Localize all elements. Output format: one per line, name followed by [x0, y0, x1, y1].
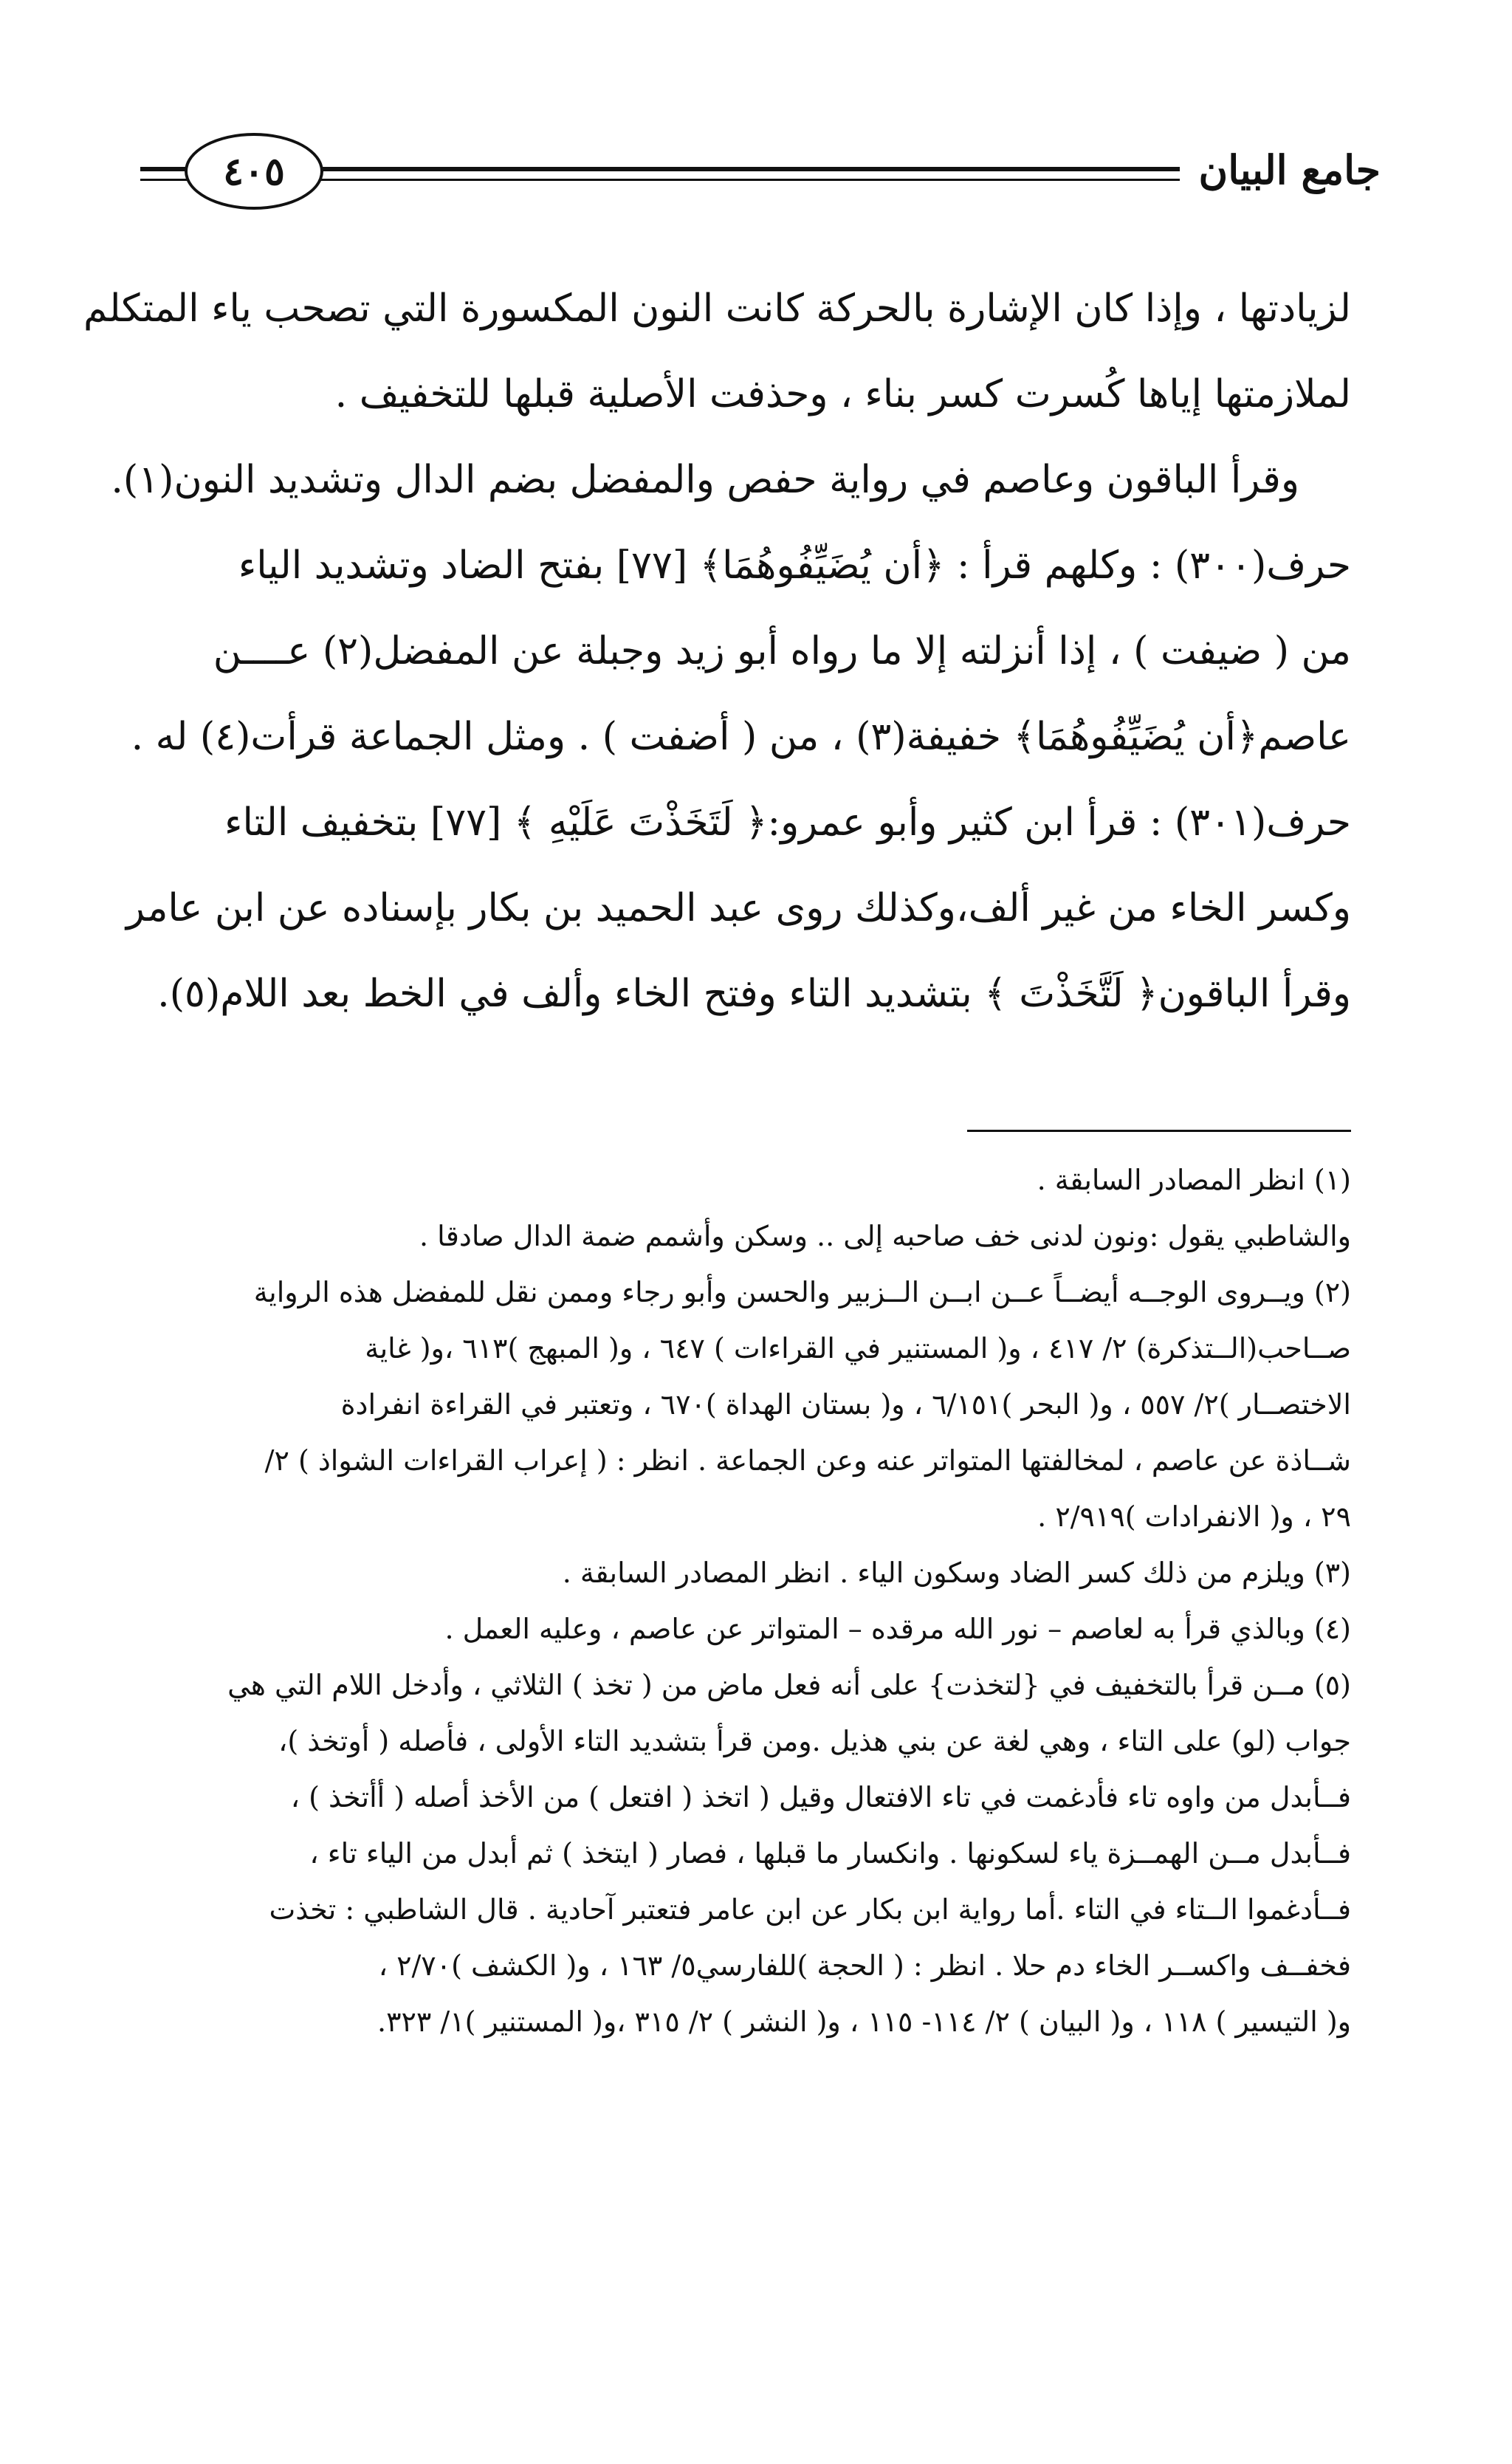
text-line: لملازمتها إياها كُسرت كسر بناء ، وحذفت الأصلية قبلها للتخفيف . [334, 372, 1351, 416]
footnote-line: فخفــف واكســر الخاء دم حلا . انظر : ( الحجة )للفارسي٥/ ١٦٣ ، و( الكشف )٢/٧٠ ، [378, 1949, 1351, 1982]
footnote-line: و( التيسير ) ١١٨ ، و( البيان ) ٢/ ١١٤- ١١٥ ، و( النشر ) ٢/ ٣١٥ ،و( المستنير )١/ ٣٢٣. [377, 2005, 1351, 2038]
text-line: لزيادتها ، وإذا كان الإشارة بالحركة كانت النون المكسورة التي تصحب ياء المتكلم [83, 286, 1351, 331]
footnote-line: (٤) وبالذي قرأ به لعاصم – نور الله مرقده – المتواتر عن عاصم ، وعليه العمل . [444, 1613, 1351, 1645]
text-line-harf-301: حرف(٣٠١) : قرأ ابن كثير وأبو عمرو:﴿ لَتَخَذْتَ عَلَيْهِ ﴾ [٧٧] بتخفيف التاء [224, 800, 1351, 845]
footnote-line: الاختصــار )٢/ ٥٥٧ ، و( البحر )٦/١٥١ ، و( بستان الهداة )٦٧٠ ، وتعتبر في القراءة انفرادة [340, 1388, 1351, 1421]
main-text [83, 266, 1351, 1037]
footnote-line: فــأبدل مــن الهمــزة ياء لسكونها . وانكسار ما قبلها ، فصار ( ايتخذ ) ثم أبدل من الياء تاء ، [309, 1837, 1351, 1870]
footnote-line: (٣) ويلزم من ذلك كسر الضاد وسكون الياء . انظر المصادر السابقة . [562, 1557, 1351, 1589]
text-line: وكسر الخاء من غير ألف،وكذلك روى عبد الحميد بن بكار بإسناده عن ابن عامر [126, 886, 1351, 930]
footnote-line: شــاذة عن عاصم ، لمخالفتها المتواتر عنه وعن الجماعة . انظر : ( إعراب القراءات الشواذ ) ٢/ [264, 1444, 1351, 1477]
text-line-harf-300: حرف(٣٠٠) : وكلهم قرأ : ﴿أن يُضَيِّفُوهُمَا﴾ [٧٧] بفتح الضاد وتشديد الياء [238, 543, 1351, 588]
text-line: وقرأ الباقون وعاصم في رواية حفص والمفضل بضم الدال وتشديد النون(١). [111, 458, 1299, 502]
footnote-line: صــاحب(الــتذكرة) ٢/ ٤١٧ ، و( المستنير في القراءات ) ٦٤٧ ، و( المبهج )٦١٣ ،و( غاية [365, 1332, 1351, 1365]
text-line: عاصم﴿أن يُضَيِّفُوهُمَا﴾ خفيفة(٣) ، من ( أضفت ) . ومثل الجماعة قرأت(٤) له . [131, 715, 1351, 759]
footnote-line: جواب (لو) على التاء ، وهي لغة عن بني هذيل .ومن قرأ بتشديد التاء الأولى ، فأصله ( أوتخذ )، [278, 1725, 1351, 1757]
running-title: جامع البيان [1180, 140, 1381, 199]
footnote-line: فــأبدل من واوه تاء فأدغمت في تاء الافتعال وقيل ( اتخذ ( افتعل ) من الأخذ أصله ( أأتخذ ) ، [290, 1781, 1351, 1813]
footnote-line: (٢) ويــروى الوجــه أيضــاً عــن ابــن الــزبير والحسن وأبو رجاء وممن نقل للمفضل هذه الرواية [253, 1276, 1351, 1308]
footnote-line: فــأدغموا الــتاء في التاء .أما رواية ابن بكار عن ابن عامر فتعتبر آحادية . قال الشاطبي : تخذت [269, 1893, 1351, 1926]
footnote-line: (٥) مــن قرأ بالتخفيف في {لتخذت} على أنه فعل ماض من ( تخذ ) الثلاثي ، وأدخل اللام التي هي [227, 1669, 1351, 1701]
footnote-line: ٢٩ ، و( الانفرادات )٢/٩١٩ . [1037, 1500, 1351, 1533]
footnote-line: (١) انظر المصادر السابقة . [1037, 1164, 1351, 1196]
footnote-line: والشاطبي يقول :ونون لدنى خف صاحبه إلى .. وسكن وأشمم ضمة الدال صادقا . [419, 1220, 1351, 1252]
text-line: من ( ضيفت ) ، إذا أنزلته إلا ما رواه أبو زيد وجبلة عن المفضل(٢) عــــن [213, 629, 1351, 673]
page-header [140, 126, 1381, 214]
text-line: وقرأ الباقون﴿ لَتَّخَذْتَ ﴾ بتشديد التاء وفتح الخاء وألف في الخط بعد اللام(٥). [157, 972, 1351, 1016]
page-number: ٤٠٥ [185, 133, 323, 210]
footnotes [162, 1152, 1351, 2050]
footnote-divider [967, 1130, 1351, 1132]
